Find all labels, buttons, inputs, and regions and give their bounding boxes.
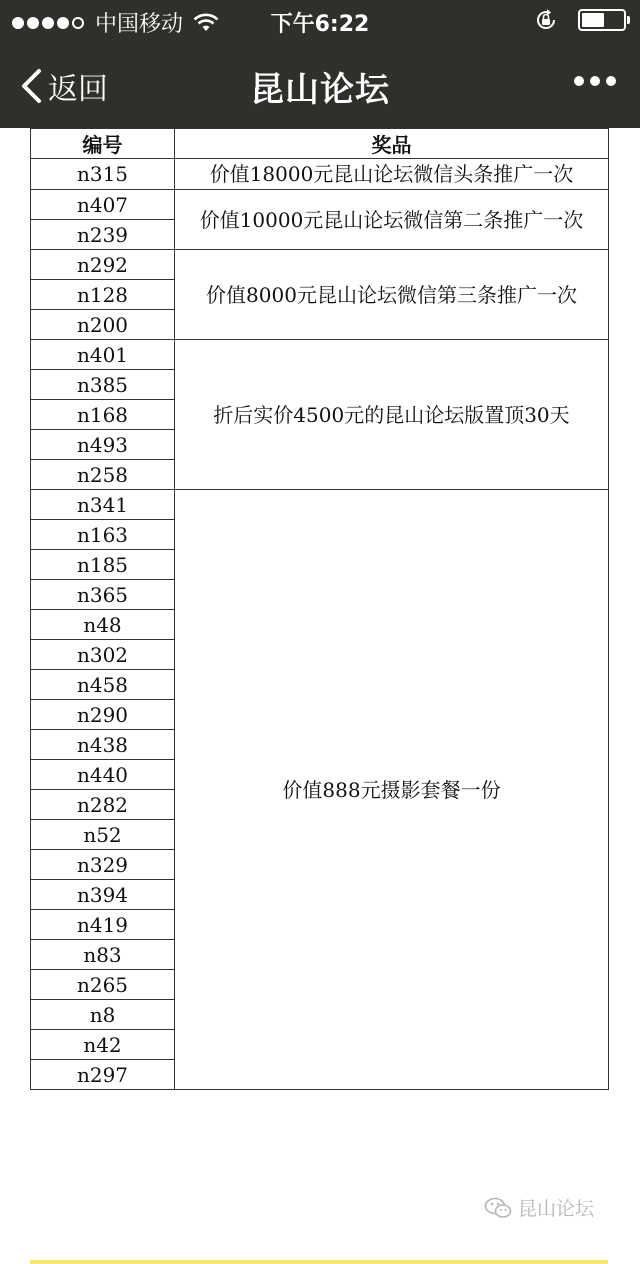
prize-code-cell: n302	[31, 640, 175, 670]
prize-description-cell: 价值10000元昆山论坛微信第二条推广一次	[175, 190, 609, 250]
prize-code-cell: n329	[31, 850, 175, 880]
prize-code-cell: n185	[31, 550, 175, 580]
prize-description-cell: 价值8000元昆山论坛微信第三条推广一次	[175, 250, 609, 340]
prize-code-cell: n282	[31, 790, 175, 820]
prize-description-cell: 价值18000元昆山论坛微信头条推广一次	[175, 159, 609, 190]
prize-code-cell: n239	[31, 220, 175, 250]
battery-tip	[627, 16, 630, 24]
prize-code-cell: n8	[31, 1000, 175, 1030]
prize-code-cell: n341	[31, 490, 175, 520]
watermark-text: 昆山论坛	[518, 1198, 595, 1220]
prize-code-cell: n493	[31, 430, 175, 460]
prize-code-cell: n128	[31, 280, 175, 310]
prize-code-cell: n163	[31, 520, 175, 550]
prize-table	[30, 128, 609, 1090]
prize-code-cell: n48	[31, 610, 175, 640]
prize-code-cell: n394	[31, 880, 175, 910]
table-row	[31, 250, 609, 280]
prize-code-cell: n292	[31, 250, 175, 280]
prize-description-cell: 折后实价4500元的昆山论坛版置顶30天	[175, 340, 609, 490]
prize-code-cell: n83	[31, 940, 175, 970]
prize-code-cell: n265	[31, 970, 175, 1000]
carrier-name: 中国移动	[95, 12, 184, 37]
table-row	[31, 190, 609, 220]
prize-code-cell: n365	[31, 580, 175, 610]
prize-code-cell: n385	[31, 370, 175, 400]
status-time: 下午6:22	[270, 12, 370, 37]
wechat-icon	[484, 1197, 512, 1219]
table-row	[31, 159, 609, 190]
prize-code-cell: n297	[31, 1060, 175, 1090]
battery-icon	[578, 9, 626, 31]
table-row	[31, 490, 609, 520]
table-header-row	[31, 129, 609, 159]
status-bar	[0, 0, 640, 40]
prize-code-cell: n42	[31, 1030, 175, 1060]
prize-code-cell: n258	[31, 460, 175, 490]
prize-table-body	[31, 159, 609, 1090]
prize-description-cell: 价值888元摄影套餐一份	[175, 490, 609, 1090]
table-row	[31, 340, 609, 370]
prize-code-cell: n458	[31, 670, 175, 700]
watermark	[484, 1194, 594, 1221]
prize-code-cell: n407	[31, 190, 175, 220]
rotation-lock-icon	[534, 8, 558, 32]
header-code: 编号	[31, 129, 175, 159]
prize-code-cell: n168	[31, 400, 175, 430]
prize-code-cell: n440	[31, 760, 175, 790]
header-prize: 奖品	[175, 129, 609, 159]
more-dot	[574, 76, 584, 86]
page-title: 昆山论坛	[250, 70, 390, 110]
more-dot	[606, 76, 616, 86]
more-dot	[590, 76, 600, 86]
prize-code-cell: n290	[31, 700, 175, 730]
bottom-accent-strip	[30, 1260, 608, 1264]
nav-bar	[0, 40, 640, 128]
prize-code-cell: n200	[31, 310, 175, 340]
back-label: 返回	[48, 72, 108, 107]
status-right	[534, 8, 626, 32]
more-dots-icon[interactable]	[568, 76, 616, 86]
prize-code-cell: n315	[31, 159, 175, 190]
article-content	[0, 128, 640, 1220]
prize-code-cell: n419	[31, 910, 175, 940]
prize-code-cell: n401	[31, 340, 175, 370]
battery-fill	[582, 13, 604, 27]
prize-code-cell: n438	[31, 730, 175, 760]
prize-code-cell: n52	[31, 820, 175, 850]
